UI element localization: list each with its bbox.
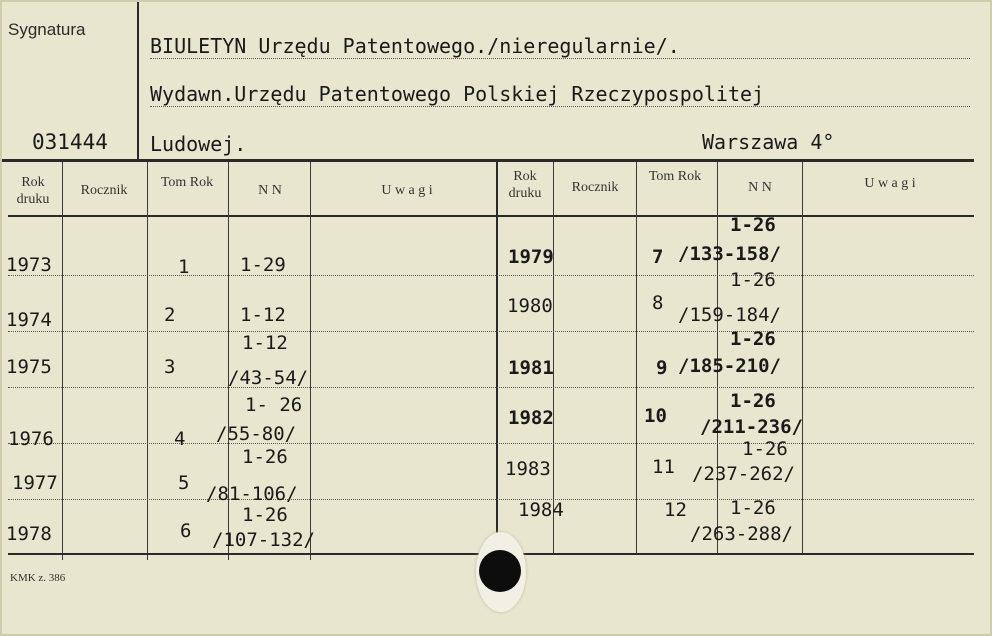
- right-tom-1979: 7: [652, 246, 664, 268]
- left-nn-1978: /107-132/: [212, 529, 315, 551]
- col-uwagi-left: U w a g i: [381, 183, 433, 198]
- left-year-1975: 1975: [6, 356, 52, 378]
- left-nn-top-1977: 1-26: [242, 446, 288, 468]
- right-nn-top-1981: 1-26: [730, 328, 776, 350]
- col-nn-left: N N: [258, 183, 282, 198]
- col-rocznik-left: Rocznik: [80, 183, 128, 198]
- right-tom-1984: 12: [664, 499, 687, 521]
- right-year-1983: 1983: [505, 458, 551, 480]
- left-tom-1976: 4: [174, 428, 186, 450]
- punch-hole-center: [479, 550, 521, 592]
- left-year-1973: 1973: [6, 254, 52, 276]
- left-tom-1973: 1: [178, 256, 190, 278]
- right-nn-1984: /263-288/: [690, 523, 793, 545]
- punch-hole: [476, 532, 526, 612]
- right-nn-top-1982: 1-26: [730, 390, 776, 412]
- col-divider: [802, 162, 803, 554]
- col-rok-druku-right: Rok druku: [508, 169, 542, 201]
- left-nn-1975: /43-54/: [228, 367, 309, 389]
- col-rocznik-right: Rocznik: [571, 180, 619, 195]
- title-line-3: Ludowej.: [150, 132, 247, 156]
- right-year-1981: 1981: [508, 357, 554, 379]
- left-nn-1974: 1-12: [240, 304, 286, 326]
- title-line-2-rule: [150, 106, 970, 107]
- right-tom-1981: 9: [656, 357, 668, 379]
- left-year-1976: 1976: [8, 428, 54, 450]
- col-uwagi-right: U w a g i: [864, 176, 916, 191]
- left-tom-1978: 6: [180, 520, 192, 542]
- title-line-2: Wydawn.Urzędu Patentowego Polskiej Rzeczypospolitej: [150, 82, 765, 106]
- left-nn-1976: /55-80/: [216, 423, 297, 445]
- left-year-1977: 1977: [12, 472, 58, 494]
- signature-number: 031444: [32, 130, 108, 154]
- right-tom-1980: 8: [652, 292, 664, 314]
- left-tom-1974: 2: [164, 304, 176, 326]
- left-tom-1977: 5: [178, 472, 190, 494]
- col-divider: [636, 162, 637, 554]
- row-rule: [8, 331, 974, 332]
- right-nn-1980: /159-184/: [678, 304, 781, 326]
- right-year-1982: 1982: [508, 407, 554, 429]
- col-tom-rok-right: Tom Rok: [648, 169, 702, 184]
- left-nn-top-1976: 1- 26: [245, 394, 303, 416]
- left-nn-1973: 1-29: [240, 254, 286, 276]
- right-nn-1981: /185-210/: [678, 355, 781, 377]
- row-rule: [8, 387, 974, 388]
- signature-label: Sygnatura: [8, 20, 86, 39]
- left-nn-top-1975: 1-12: [242, 332, 288, 354]
- table-header-rule: [8, 215, 974, 217]
- row-rule: [8, 275, 974, 276]
- right-tom-1982: 10: [644, 405, 667, 427]
- col-rok-druku-left: Rok druku: [16, 175, 50, 207]
- left-year-1978: 1978: [6, 523, 52, 545]
- right-nn-1983: /237-262/: [692, 463, 795, 485]
- left-nn-1977: /81-106/: [206, 483, 298, 505]
- col-divider: [62, 162, 63, 560]
- col-tom-rok-left: Tom Rok: [160, 175, 214, 190]
- table-center-divider: [496, 162, 498, 560]
- right-year-1979: 1979: [508, 246, 554, 268]
- left-tom-1975: 3: [164, 356, 176, 378]
- right-year-1984: 1984: [518, 499, 564, 521]
- col-nn-right: N N: [748, 180, 772, 195]
- right-nn-1982: /211-236/: [700, 416, 803, 438]
- col-divider: [147, 162, 148, 560]
- form-code: KMK z. 386: [10, 572, 66, 584]
- left-nn-top-1978: 1-26: [242, 504, 288, 526]
- row-rule: [8, 499, 974, 500]
- right-year-1980: 1980: [507, 295, 553, 317]
- right-tom-1983: 11: [652, 456, 675, 478]
- right-nn-top-1984: 1-26: [730, 497, 776, 519]
- left-year-1974: 1974: [6, 309, 52, 331]
- right-nn-top-1983: 1-26: [742, 438, 788, 460]
- signature-divider: [137, 2, 139, 160]
- row-rule: [8, 443, 974, 444]
- right-nn-top-1979: 1-26: [730, 214, 776, 236]
- title-line-1-rule: [150, 58, 970, 59]
- col-divider: [310, 162, 311, 560]
- right-nn-top-1980: 1-26: [730, 269, 776, 291]
- right-nn-1979: /133-158/: [678, 243, 781, 265]
- title-line-1: BIULETYN Urzędu Patentowego./nieregularnie/.: [150, 34, 680, 58]
- place-format: Warszawa 4°: [702, 130, 835, 154]
